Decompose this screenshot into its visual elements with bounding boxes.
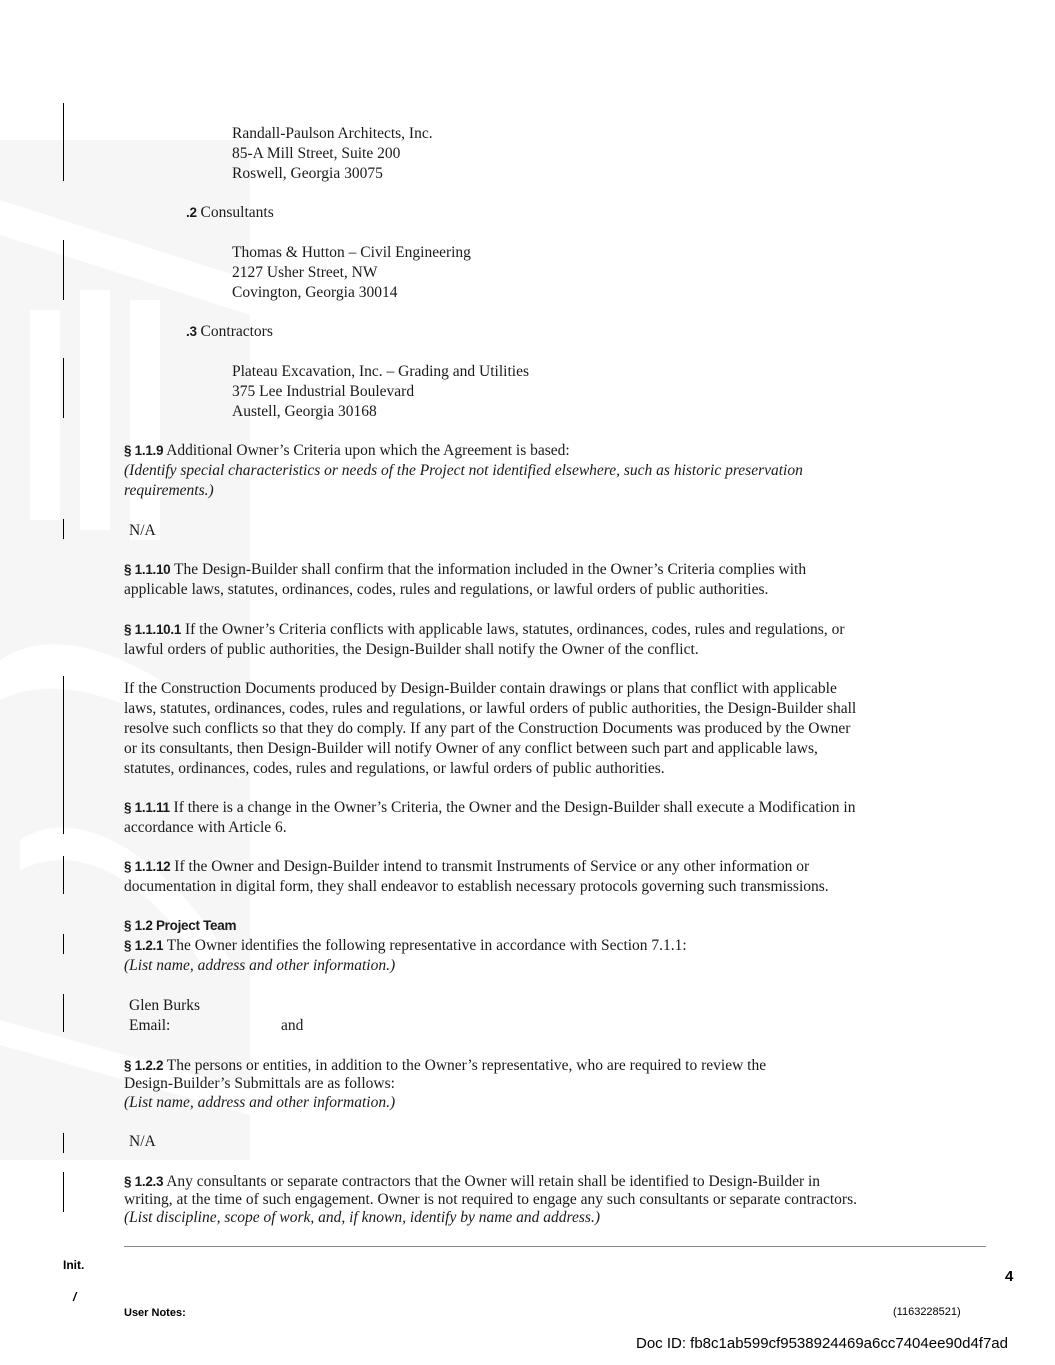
initials-slash: /: [73, 1290, 77, 1304]
document-serial: (1163228521): [893, 1306, 961, 1318]
revision-bar: [63, 676, 64, 834]
revision-bar: [63, 103, 64, 181]
section-text: accordance with Article 6.: [124, 819, 287, 836]
instruction-text: requirements.): [124, 482, 214, 499]
section-text: If the Owner’s Criteria conflicts with applicable laws, statutes, ordinances, codes, rules and regulations, or: [184, 621, 845, 638]
section-text: applicable laws, statutes, ordinances, codes, rules and regulations, or lawful orders of public authorities.: [124, 581, 769, 598]
section-text: Design-Builder’s Submittals are as follows:: [124, 1075, 395, 1092]
paragraph-line: If the Construction Documents produced by Design-Builder contain drawings or plans that conflict with applicable: [124, 680, 837, 697]
consultants-label: Consultants: [200, 204, 274, 221]
consultant-name: Thomas & Hutton – Civil Engineering: [232, 244, 471, 261]
paragraph-line: statutes, ordinances, codes, rules and regulations, or lawful orders of public authorities.: [124, 760, 665, 777]
section-text: Any consultants or separate contractors that the Owner will retain shall be identified to Design-Builder in: [166, 1173, 821, 1190]
contractors-heading: [186, 322, 273, 342]
contractor-name: Plateau Excavation, Inc. – Grading and Utilities: [232, 363, 529, 380]
revision-bar: [63, 1133, 64, 1153]
section-1-2-2: [124, 1056, 766, 1076]
architect-street: 85-A Mill Street, Suite 200: [232, 145, 401, 162]
revision-bar: [63, 519, 64, 539]
owner-representative-name: Glen Burks: [129, 997, 201, 1014]
section-1-1-11: [124, 798, 855, 818]
consultant-street: 2127 Usher Street, NW: [232, 264, 378, 281]
field-value: N/A: [129, 522, 156, 539]
architect-city: Roswell, Georgia 30075: [232, 165, 383, 182]
section-text: The Design-Builder shall confirm that the information included in the Owner’s Criteria complies with: [174, 561, 807, 578]
section-1-1-10: [124, 560, 806, 580]
email-label: Email:: [129, 1017, 171, 1034]
section-text: The persons or entities, in addition to the Owner’s representative, who are required to review the: [166, 1057, 767, 1074]
revision-bar: [63, 856, 64, 894]
consultants-heading: [186, 203, 274, 223]
section-text: If the Owner and Design-Builder intend to transmit Instruments of Service or any other information or: [174, 858, 810, 875]
section-text: writing, at the time of such engagement. Owner is not required to engage any such consultants or separate contractors.: [124, 1191, 858, 1208]
section-1-1-10-1: [124, 620, 845, 640]
instruction-text: (Identify special characteristics or needs of the Project not identified elsewhere, such as historic preservation: [124, 462, 803, 479]
revision-bar: [63, 358, 64, 418]
section-number: § 1.2.1: [124, 938, 164, 953]
section-1-2-3: [124, 1172, 820, 1192]
consultant-city: Covington, Georgia 30014: [232, 284, 398, 301]
section-text: Additional Owner’s Criteria upon which the Agreement is based:: [166, 442, 570, 459]
section-text: The Owner identifies the following representative in accordance with Section 7.1.1:: [166, 937, 687, 954]
section-number: § 1.1.11: [124, 800, 170, 815]
section-number: § 1.1.10.1: [124, 622, 182, 637]
field-value: N/A: [129, 1133, 156, 1150]
contractors-label: Contractors: [200, 323, 273, 340]
section-text: If there is a change in the Owner’s Criteria, the Owner and the Design-Builder shall execute a Modification in: [173, 799, 856, 816]
instruction-text: (List discipline, scope of work, and, if known, identify by name and address.): [124, 1209, 600, 1226]
page-number: 4: [1005, 1268, 1014, 1285]
contractor-city: Austell, Georgia 30168: [232, 403, 377, 420]
section-text: lawful orders of public authorities, the Design-Builder shall notify the Owner of the conflict.: [124, 641, 699, 658]
initials-label: Init.: [63, 1258, 85, 1272]
section-number: § 1.1.9: [124, 443, 164, 458]
contractors-number: .3: [186, 324, 197, 339]
revision-bar: [63, 240, 64, 300]
revision-bar: [63, 934, 64, 954]
revision-bar: [63, 1172, 64, 1212]
section-1-1-12: [124, 857, 809, 877]
instruction-text: (List name, address and other information.): [124, 957, 396, 974]
section-text: documentation in digital form, they shall endeavor to establish necessary protocols governing such transmissions.: [124, 878, 829, 895]
section-1-1-9: [124, 441, 570, 461]
section-number: § 1.2.2: [124, 1058, 164, 1073]
footer-rule: [124, 1246, 986, 1247]
section-number: § 1.1.10: [124, 562, 171, 577]
section-1-2-heading: § 1.2 Project Team: [124, 918, 237, 933]
section-number: § 1.2.3: [124, 1174, 164, 1189]
section-number: § 1.1.12: [124, 859, 171, 874]
instruction-text: (List name, address and other information.): [124, 1094, 396, 1111]
contractor-street: 375 Lee Industrial Boulevard: [232, 383, 415, 400]
revision-bar: [63, 994, 64, 1032]
user-notes-label: User Notes:: [124, 1307, 186, 1319]
section-1-2-1: [124, 936, 687, 956]
paragraph-line: resolve such conflicts so that they do comply. If any part of the Construction Documents was produced by the Owner: [124, 720, 851, 737]
doc-id: Doc ID: fb8c1ab599cf9538924469a6cc7404ee90d4f7ad: [636, 1335, 1008, 1352]
paragraph-line: or its consultants, then Design-Builder will notify Owner of any conflict between such part and applicable laws,: [124, 740, 818, 757]
architect-name: Randall-Paulson Architects, Inc.: [232, 125, 433, 142]
consultants-number: .2: [186, 205, 197, 220]
email-and-text: and: [281, 1017, 304, 1034]
paragraph-line: laws, statutes, ordinances, codes, rules and regulations, or lawful orders of public authorities, the Design-Builder shall: [124, 700, 857, 717]
